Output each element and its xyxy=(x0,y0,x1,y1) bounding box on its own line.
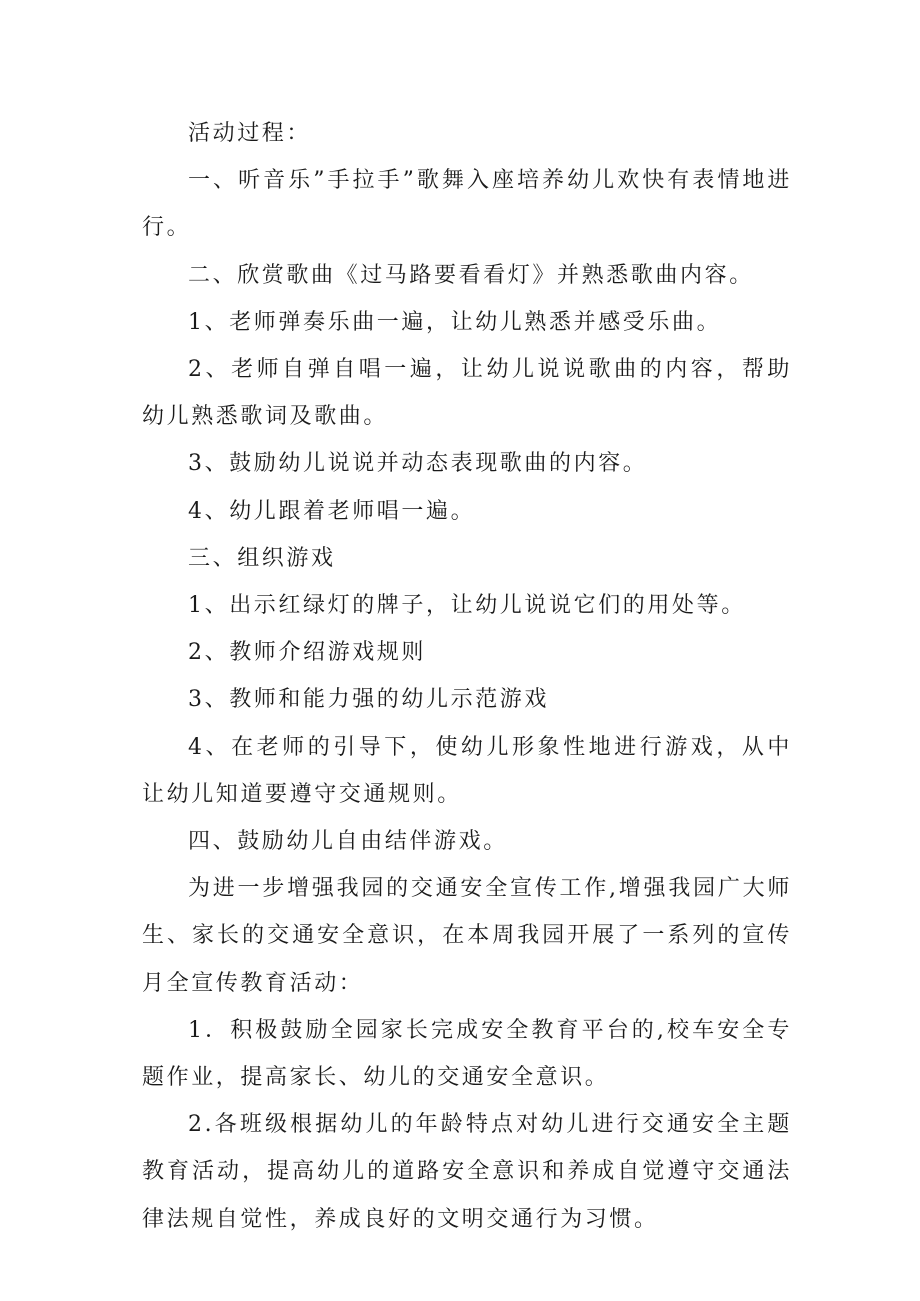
paragraph-step-three-item-3: 3、教师和能力强的幼儿示范游戏 xyxy=(188,687,549,713)
paragraph-step-two-item-1: 1、老师弹奏乐曲一遍，让幼儿熟悉并感受乐曲。 xyxy=(188,309,722,335)
paragraph-safety-item-2: 2.各班级根据幼儿的年龄特点对幼儿进行交通安全主题教育活动，提高幼儿的道路安全意识和养成自觉遵守交通法律法规自觉性，养成良好的文明交通行为习惯。 xyxy=(142,1112,792,1232)
paragraph-step-three-item-2: 2、教师介绍游戏规则 xyxy=(188,640,426,666)
paragraph-safety-intro: 为进一步增强我园的交通安全宣传工作,增强我园广大师生、家长的交通安全意识，在本周我园开展了一系列的宣传月全宣传教育活动： xyxy=(142,876,792,996)
paragraph-step-two: 二、欣赏歌曲《过马路要看看灯》并熟悉歌曲内容。 xyxy=(188,262,754,288)
paragraph-step-four: 四、鼓励幼儿自由结伴游戏。 xyxy=(188,829,508,855)
paragraph-step-three: 三、组织游戏 xyxy=(188,545,336,571)
paragraph-step-two-item-2: 2、老师自弹自唱一遍，让幼儿说说歌曲的内容，帮助幼儿熟悉歌词及歌曲。 xyxy=(142,357,792,430)
document-body xyxy=(142,110,792,1243)
paragraph-step-two-item-3: 3、鼓励幼儿说说并动态表现歌曲的内容。 xyxy=(188,451,648,477)
paragraph-step-two-item-4: 4、幼儿跟着老师唱一遍。 xyxy=(188,498,476,524)
paragraph-activity-process-heading: 活动过程： xyxy=(188,121,312,146)
paragraph-step-three-item-1: 1、出示红绿灯的牌子，让幼儿说说它们的用处等。 xyxy=(188,593,746,619)
paragraph-step-one: 一、听音乐”手拉手”歌舞入座培养幼儿欢快有表情地进行。 xyxy=(142,168,792,241)
paragraph-safety-item-1: 1．积极鼓励全园家长完成安全教育平台的,校车安全专题作业，提高家长、幼儿的交通安全意识。 xyxy=(142,1017,792,1091)
paragraph-step-three-item-4: 4、在老师的引导下，使幼儿形象性地进行游戏，从中让幼儿知道要遵守交通规则。 xyxy=(142,734,792,807)
